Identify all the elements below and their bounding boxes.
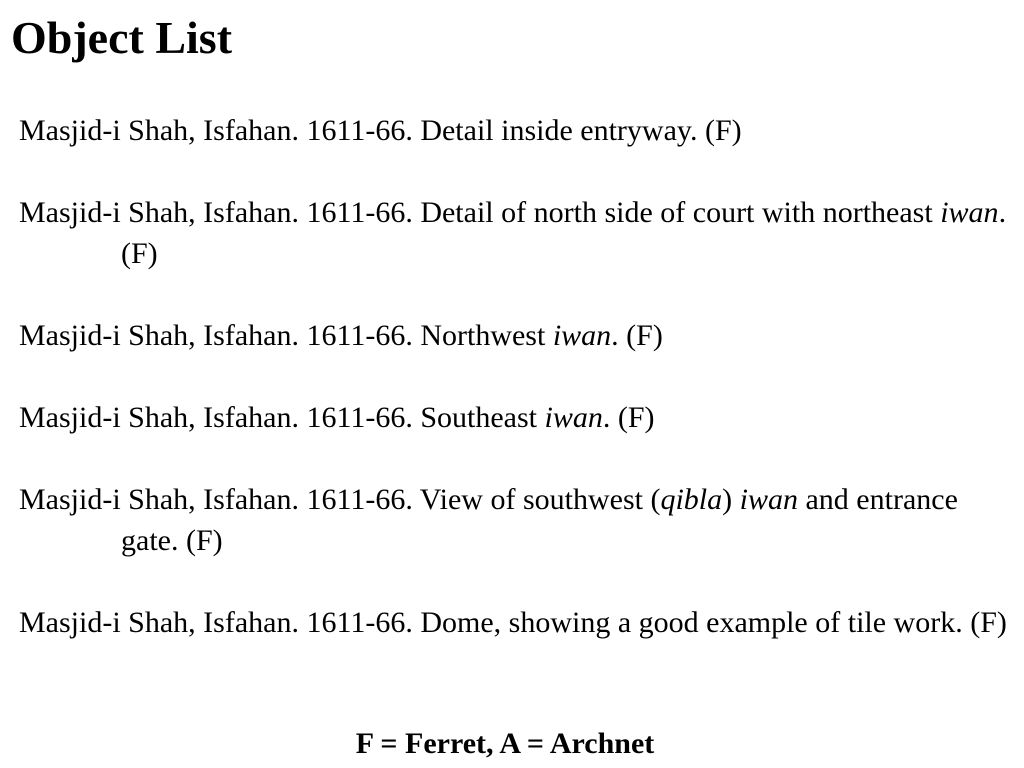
list-item bbox=[19, 110, 1019, 151]
list-item bbox=[19, 397, 1019, 438]
object-list bbox=[19, 110, 1019, 684]
entry-italic-term: iwan bbox=[544, 401, 603, 434]
page-title: Object List bbox=[11, 12, 233, 63]
entry-italic-term: iwan bbox=[739, 483, 798, 516]
entry-text: Masjid-i Shah, Isfahan. 1611-66. Detail of north side of court with northeast bbox=[19, 196, 941, 229]
source-legend: F = Ferret, A = Archnet bbox=[355, 727, 655, 760]
entry-text: Masjid-i Shah, Isfahan. 1611-66. Southeast bbox=[19, 401, 545, 434]
entry-text-suffix: . (F) bbox=[611, 319, 663, 352]
list-item bbox=[19, 479, 1019, 561]
list-item bbox=[19, 602, 1019, 643]
entry-italic-term: qibla bbox=[660, 483, 723, 516]
entry-italic-term: iwan bbox=[940, 196, 999, 229]
entry-text: Masjid-i Shah, Isfahan. 1611-66. Detail inside entryway. (F) bbox=[19, 114, 742, 147]
entry-text-suffix: . (F) bbox=[602, 401, 655, 434]
entry-text: Masjid-i Shah, Isfahan. 1611-66. View of southwest ( bbox=[19, 483, 661, 516]
entry-text-suffix: and entrance gate. (F) bbox=[121, 483, 958, 557]
entry-text-suffix: . (F) bbox=[121, 196, 1007, 270]
list-item bbox=[19, 192, 1019, 274]
list-item bbox=[19, 315, 1019, 356]
entry-italic-term: iwan bbox=[552, 319, 612, 352]
entry-text: Masjid-i Shah, Isfahan. 1611-66. Northwest bbox=[19, 319, 553, 352]
entry-text: Masjid-i Shah, Isfahan. 1611-66. Dome, showing a good example of tile work. (F) bbox=[19, 606, 1007, 639]
entry-text-middle: ) bbox=[722, 483, 740, 516]
